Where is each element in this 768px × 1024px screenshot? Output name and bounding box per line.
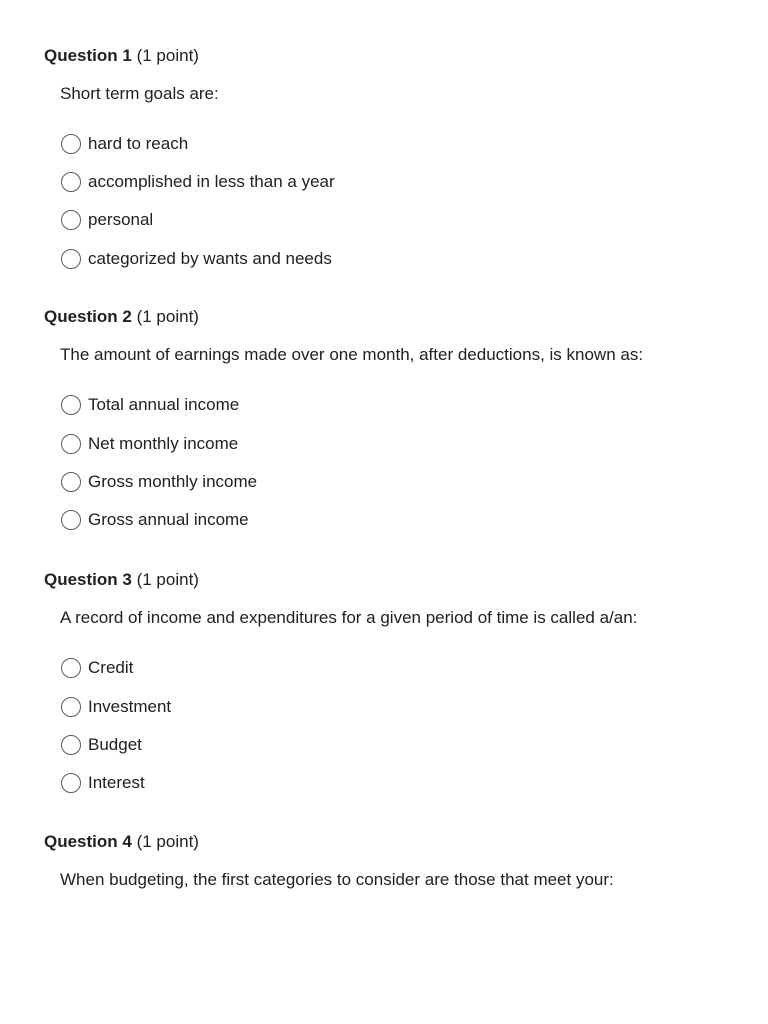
question-number: Question 4 [44,832,132,851]
answer-option-label[interactable]: Total annual income [88,395,240,414]
question-heading [44,569,199,591]
radio-button[interactable] [61,773,81,793]
answer-option-label[interactable]: Interest [88,773,145,792]
answer-option[interactable] [61,732,142,758]
radio-button[interactable] [61,395,81,415]
answer-option-label[interactable]: Net monthly income [88,434,239,453]
answer-option-label[interactable]: Investment [88,697,172,716]
answer-option-label[interactable]: Gross annual income [88,510,249,529]
radio-button[interactable] [61,697,81,717]
answer-option-label[interactable]: hard to reach [88,134,189,153]
question-points: (1 point) [136,46,199,65]
answer-option[interactable] [61,655,133,681]
radio-button[interactable] [61,172,81,192]
question-points: (1 point) [136,832,199,851]
question-heading [44,306,199,328]
answer-option-label[interactable]: categorized by wants and needs [88,249,332,268]
answer-option[interactable] [61,469,257,495]
answer-option[interactable] [61,770,145,796]
question-number: Question 1 [44,46,132,65]
radio-button[interactable] [61,134,81,154]
question-heading [44,831,199,853]
answer-option-label[interactable]: accomplished in less than a year [88,172,335,191]
answer-option-label[interactable]: Credit [88,658,134,677]
radio-button[interactable] [61,434,81,454]
answer-option-label[interactable]: personal [88,210,154,229]
answer-option[interactable] [61,131,188,157]
radio-button[interactable] [61,472,81,492]
answer-option[interactable] [61,246,332,272]
answer-option-label[interactable]: Gross monthly income [88,472,258,491]
answer-option[interactable] [61,694,171,720]
question-heading [44,45,199,67]
answer-option[interactable] [61,507,249,533]
answer-option[interactable] [61,207,153,233]
question-prompt: Short term goals are: [60,84,219,103]
question-points: (1 point) [136,570,199,589]
radio-button[interactable] [61,735,81,755]
question-prompt: When budgeting, the first categories to consider are those that meet your: [60,870,614,889]
radio-button[interactable] [61,658,81,678]
answer-option[interactable] [61,392,239,418]
question-prompt: A record of income and expenditures for a given period of time is called a/an: [60,608,638,627]
answer-option-label[interactable]: Budget [88,735,142,754]
question-prompt: The amount of earnings made over one month, after deductions, is known as: [60,345,644,364]
question-number: Question 2 [44,307,132,326]
radio-button[interactable] [61,249,81,269]
answer-option[interactable] [61,431,238,457]
question-number: Question 3 [44,570,132,589]
radio-button[interactable] [61,210,81,230]
answer-option[interactable] [61,169,335,195]
radio-button[interactable] [61,510,81,530]
question-points: (1 point) [136,307,199,326]
